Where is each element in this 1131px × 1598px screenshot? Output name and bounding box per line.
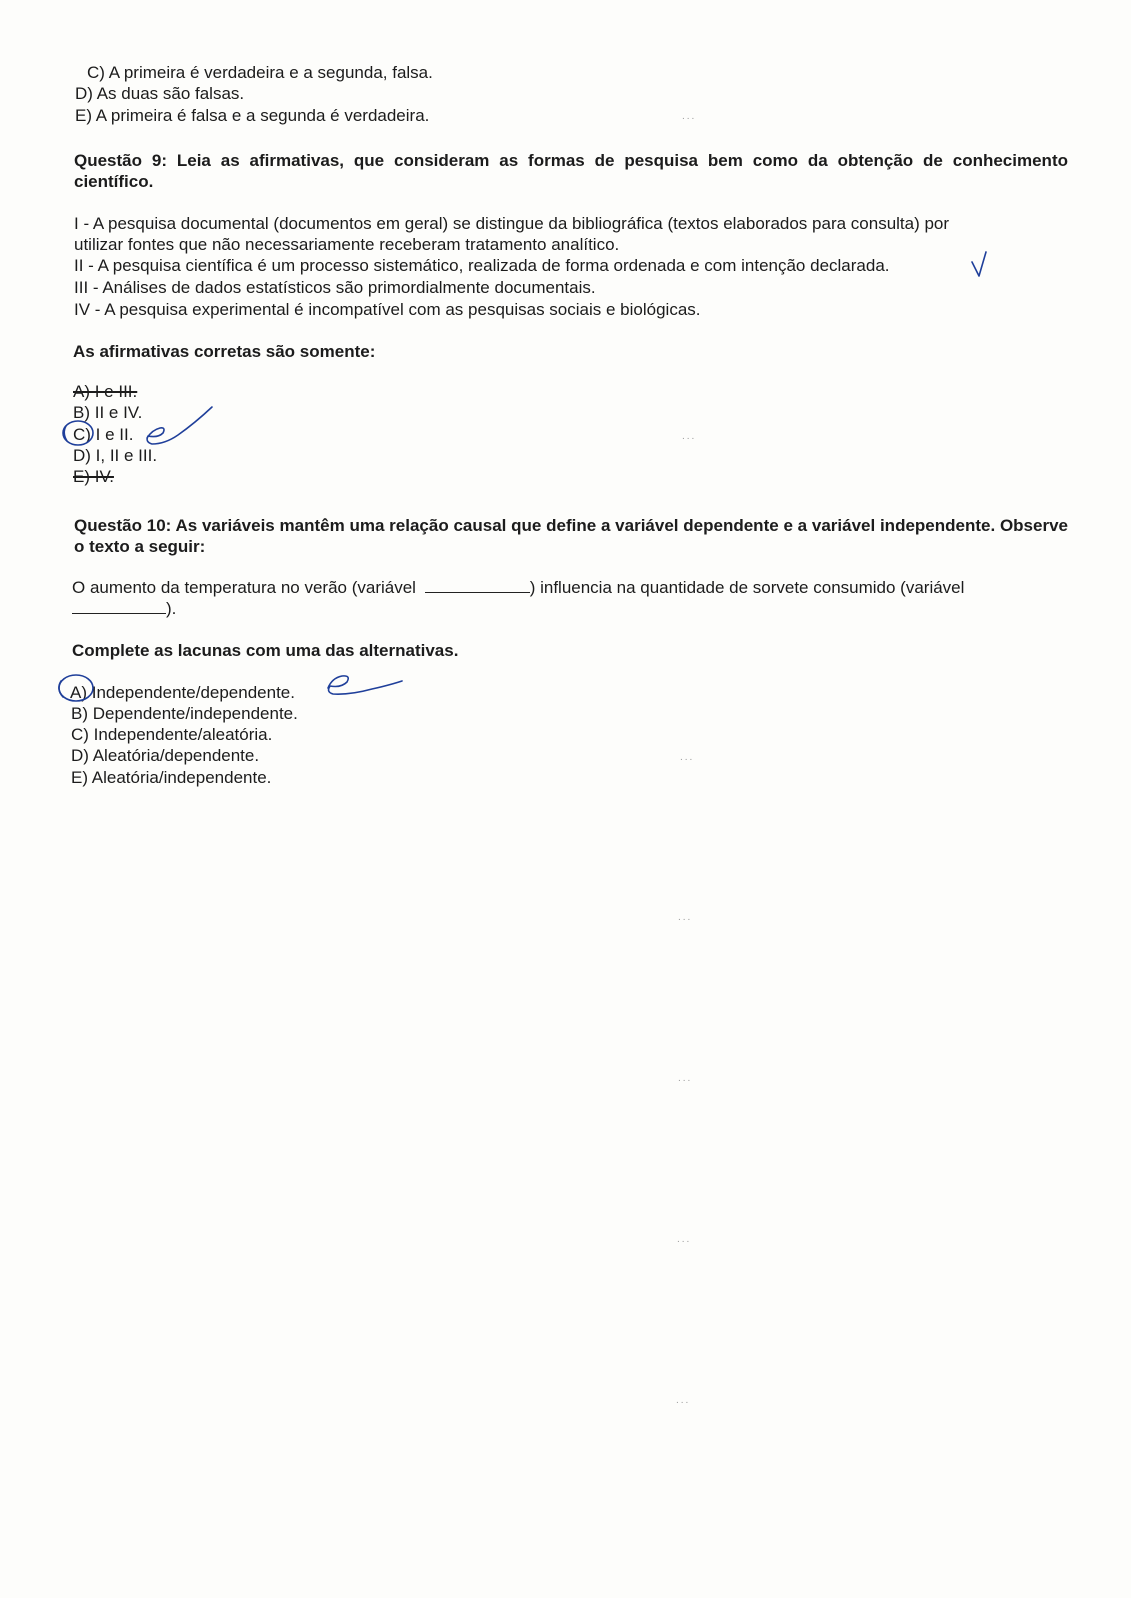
question-10-title: Questão 10: As variáveis mantêm uma relação causal que define a variável dependente e a variável independente. Observe o texto a seguir: xyxy=(74,516,1068,556)
checkmark-statement-ii xyxy=(972,252,986,276)
q10-option-a: A) Independente/dependente. xyxy=(70,683,295,702)
q9-option-e: E) IV. xyxy=(73,467,114,486)
statement-ii: II - A pesquisa científica é um processo sistemático, realizada de forma ordenada e com intenção declarada. xyxy=(74,256,890,275)
scan-speck: ... xyxy=(678,912,693,923)
statement-i-line1: I - A pesquisa documental (documentos em geral) se distingue da bibliográfica (textos elaborados para consulta) por xyxy=(74,214,950,233)
q10-option-c: C) Independente/aleatória. xyxy=(71,725,273,744)
scan-speck: ... xyxy=(682,111,697,122)
q9-option-a: A) I e III. xyxy=(73,382,138,401)
q9-option-d: D) I, II e III. xyxy=(73,446,158,465)
q10-text-part2: ) influencia na quantidade de sorvete consumido (variável xyxy=(529,578,965,597)
statement-i-line2: utilizar fontes que não necessariamente receberam tratamento analítico. xyxy=(74,235,620,254)
q10-correct-mark xyxy=(328,676,402,694)
q10-option-e: E) Aleatória/independente. xyxy=(71,768,272,787)
option-d-prev: D) As duas são falsas. xyxy=(75,84,245,103)
option-e-prev: E) A primeira é falsa e a segunda é verdadeira. xyxy=(75,106,430,125)
option-c-prev: C) A primeira é verdadeira e a segunda, falsa. xyxy=(87,63,433,82)
scan-speck: ... xyxy=(678,1073,693,1084)
question-10-prompt: Complete as lacunas com uma das alternativas. xyxy=(72,641,459,660)
q10-blank-2 xyxy=(72,598,166,614)
scan-speck: ... xyxy=(682,431,697,442)
statement-iv: IV - A pesquisa experimental é incompatível com as pesquisas sociais e biológicas. xyxy=(74,300,701,319)
q9-correct-mark xyxy=(147,407,212,444)
q10-text-line1 xyxy=(72,577,964,598)
q10-option-d: D) Aleatória/dependente. xyxy=(71,746,260,765)
scan-speck: ... xyxy=(680,752,695,763)
q9-option-c: C) I e II. xyxy=(73,425,134,444)
question-9-title: Questão 9: Leia as afirmativas, que consideram as formas de pesquisa bem como da obtenção de conhecimento científico. xyxy=(74,151,1068,191)
q10-text-part3: ). xyxy=(166,599,177,618)
q10-text-part1: O aumento da temperatura no verão (variável xyxy=(72,578,416,597)
q10-option-b: B) Dependente/independente. xyxy=(71,704,298,723)
scan-speck: ... xyxy=(676,1395,691,1406)
q9-option-b: B) II e IV. xyxy=(73,403,143,422)
q10-text-line2 xyxy=(72,598,176,619)
statement-iii: III - Análises de dados estatísticos são primordialmente documentais. xyxy=(74,278,596,297)
question-9-prompt: As afirmativas corretas são somente: xyxy=(73,342,376,361)
q10-blank-1 xyxy=(425,577,530,593)
scan-speck: ... xyxy=(677,1234,692,1245)
